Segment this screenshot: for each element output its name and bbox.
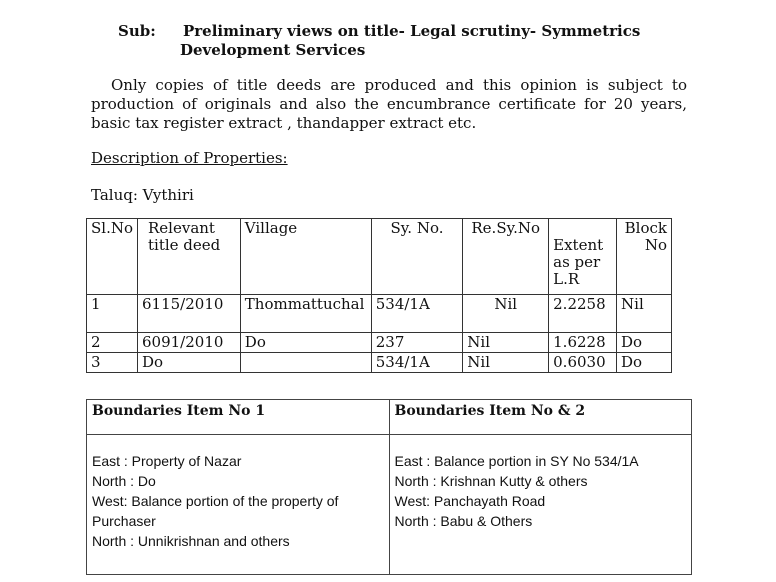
cell-slno: 1 xyxy=(87,295,138,333)
cell-slno: 2 xyxy=(87,333,138,353)
table-row xyxy=(87,353,672,373)
header-extent-text: Extent as per L.R xyxy=(553,236,604,288)
header-syno: Sy. No. xyxy=(371,219,463,295)
header-deed: Relevant title deed xyxy=(138,219,241,295)
cell-deed: 6115/2010 xyxy=(138,295,241,333)
cell-block: Nil xyxy=(617,295,672,333)
cell-village: Do xyxy=(240,333,371,353)
taluq: Taluq: Vythiri xyxy=(91,186,194,204)
cell-deed: 6091/2010 xyxy=(138,333,241,353)
opinion-paragraph: Only copies of title deeds are produced and this opinion is subject to production of originals and also the encumbrance certificate for 20 years, basic tax register extract , thandapper extract etc. xyxy=(91,76,687,132)
subject-line-2: Development Services xyxy=(180,41,366,59)
boundary-line: East : Property of Nazar xyxy=(92,453,242,469)
cell-extent: 1.6228 xyxy=(549,333,617,353)
boundary-line: North : Do xyxy=(92,473,156,489)
cell-resyno: Nil xyxy=(463,333,549,353)
table-row xyxy=(87,295,672,333)
table-row xyxy=(87,333,672,353)
cell-resyno: Nil xyxy=(463,295,549,333)
cell-slno: 3 xyxy=(87,353,138,373)
cell-extent: 2.2258 xyxy=(549,295,617,333)
subject-label: Sub: xyxy=(118,22,156,40)
cell-resyno: Nil xyxy=(463,353,549,373)
cell-block: Do xyxy=(617,333,672,353)
cell-syno: 534/1A xyxy=(371,353,463,373)
properties-table xyxy=(86,218,672,373)
cell-syno: 237 xyxy=(371,333,463,353)
header-block: Block No xyxy=(617,219,672,295)
boundary-line: North : Babu & Others xyxy=(394,513,533,529)
header-village: Village xyxy=(240,219,371,295)
boundary-line: East : Balance portion in SY No 534/1A xyxy=(394,453,639,469)
subject-line-1: Preliminary views on title- Legal scrutiny- Symmetrics xyxy=(183,22,641,40)
header-slno: Sl.No xyxy=(87,219,138,295)
boundaries-item-2-heading: Boundaries Item No & 2 xyxy=(389,400,692,435)
boundaries-item-1-body xyxy=(87,435,390,575)
description-heading: Description of Properties: xyxy=(91,149,288,167)
cell-syno: 534/1A xyxy=(371,295,463,333)
header-resyno: Re.Sy.No xyxy=(463,219,549,295)
cell-extent: 0.6030 xyxy=(549,353,617,373)
boundary-line: West: Balance portion of the property of Purchaser xyxy=(92,493,339,529)
boundaries-item-2-body xyxy=(389,435,692,575)
cell-block: Do xyxy=(617,353,672,373)
boundary-line: North : Unnikrishnan and others xyxy=(92,533,290,549)
cell-village xyxy=(240,353,371,373)
table-header-row xyxy=(87,219,672,295)
boundary-line: North : Krishnan Kutty & others xyxy=(394,473,588,489)
boundary-line: West: Panchayath Road xyxy=(394,493,546,509)
boundaries-table xyxy=(86,399,692,575)
cell-village: Thommattuchal xyxy=(240,295,371,333)
cell-deed: Do xyxy=(138,353,241,373)
boundaries-item-1-heading: Boundaries Item No 1 xyxy=(87,400,390,435)
header-extent xyxy=(549,219,617,295)
